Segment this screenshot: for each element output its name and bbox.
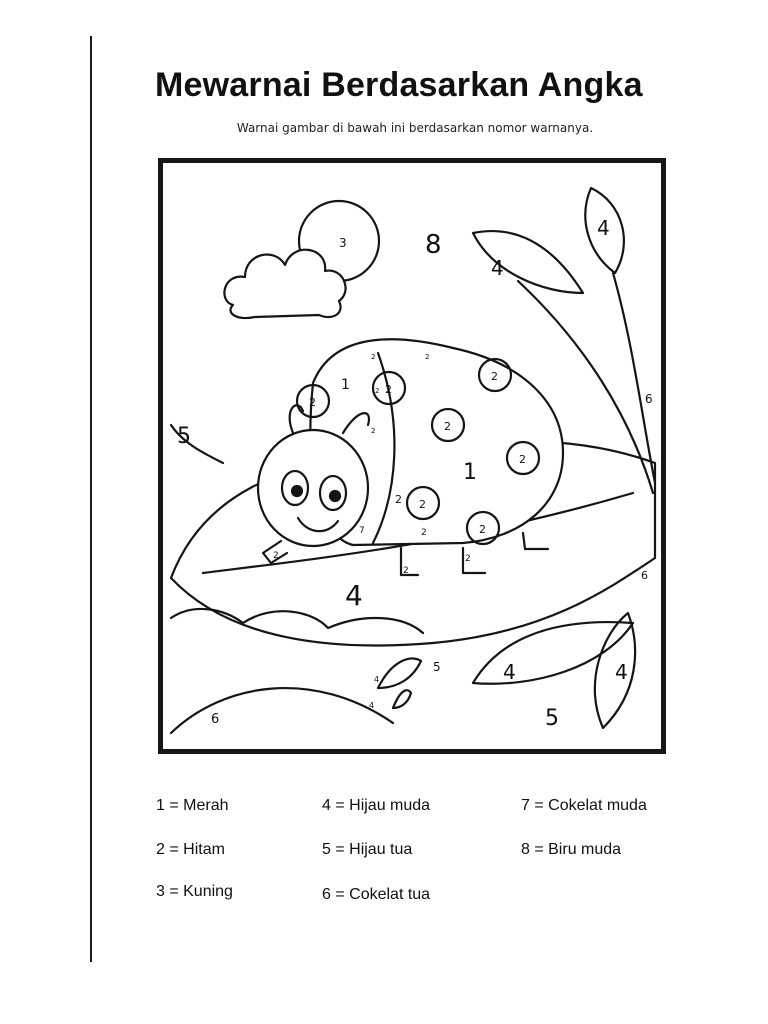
spot-label: 2 <box>371 427 376 435</box>
legend-item: 8 = Biru muda <box>521 841 622 858</box>
bush-bottom <box>171 609 423 633</box>
ladybug-coloring-picture <box>163 163 661 749</box>
pupil-right <box>330 491 340 501</box>
spot-label: 2 <box>385 383 392 396</box>
cloud-shape <box>224 250 345 318</box>
spot-label: 2 <box>465 554 471 564</box>
spot-label: 2 <box>375 387 380 395</box>
legend-item: 3 = Kuning <box>156 883 233 900</box>
legend-item: 1 = Merah <box>156 797 229 814</box>
spot-label: 2 <box>479 523 486 536</box>
spot-label: 2 <box>491 370 498 383</box>
sky-label: 8 <box>425 230 442 260</box>
page-margin-line <box>90 36 92 962</box>
stem-right-label: 6 <box>645 392 653 406</box>
mouth-label: 7 <box>359 526 365 536</box>
spot-label: 2 <box>273 551 279 561</box>
antenna-left <box>290 405 303 433</box>
spot-label: 2 <box>403 566 409 576</box>
branch-label: 6 <box>211 712 220 727</box>
shell-label: 1 <box>463 460 477 485</box>
spot-label: 2 <box>444 420 451 433</box>
sun-label: 3 <box>339 236 347 250</box>
pupil-left <box>292 486 302 496</box>
spot-label: 2 <box>371 353 376 361</box>
tiny-leaf-a <box>378 658 421 688</box>
leaf-top-label: 4 <box>491 256 504 280</box>
legend-item: 6 = Cokelat tua <box>322 886 431 903</box>
legend-item: 4 = Hijau muda <box>322 797 431 814</box>
stem-label: 6 <box>641 569 648 582</box>
spot-label: 2 <box>395 493 402 506</box>
shell-label: 1 <box>341 377 350 393</box>
branch-bottom <box>171 688 393 733</box>
instruction-text: Warnai gambar di bawah ini berdasarkan nomor warnanya. <box>236 121 594 135</box>
tiny-leaf-b <box>393 690 411 708</box>
legend-item: 5 = Hijau tua <box>322 841 413 858</box>
leaf-top <box>473 231 583 293</box>
leaf-bottom-right-a <box>473 622 633 684</box>
legend-item: 2 = Hitam <box>156 841 225 858</box>
ladybug-head <box>258 430 368 546</box>
tiny-leaf-label: 4 <box>374 675 380 684</box>
spot-label: 2 <box>309 396 316 409</box>
page-title: Mewarnai Berdasarkan Angka <box>155 66 643 104</box>
bush-left-label: 5 <box>177 424 191 449</box>
coloring-picture-frame <box>158 158 666 754</box>
spot-label: 2 <box>421 528 427 538</box>
spot-label: 2 <box>519 453 526 466</box>
leaf-bottom-right-b-label: 4 <box>615 660 628 684</box>
spot-label: 2 <box>419 498 426 511</box>
ground-label: 5 <box>545 706 559 731</box>
ground-label: 5 <box>433 660 441 674</box>
big-leaf-label: 4 <box>345 579 363 612</box>
leg <box>523 533 548 549</box>
spot-label: 2 <box>425 353 430 361</box>
tiny-leaf-label: 4 <box>369 701 375 710</box>
legend-item: 7 = Cokelat muda <box>521 797 647 814</box>
leaf-top-right-label: 4 <box>597 216 610 240</box>
leaf-bottom-right-a-label: 4 <box>503 660 516 684</box>
